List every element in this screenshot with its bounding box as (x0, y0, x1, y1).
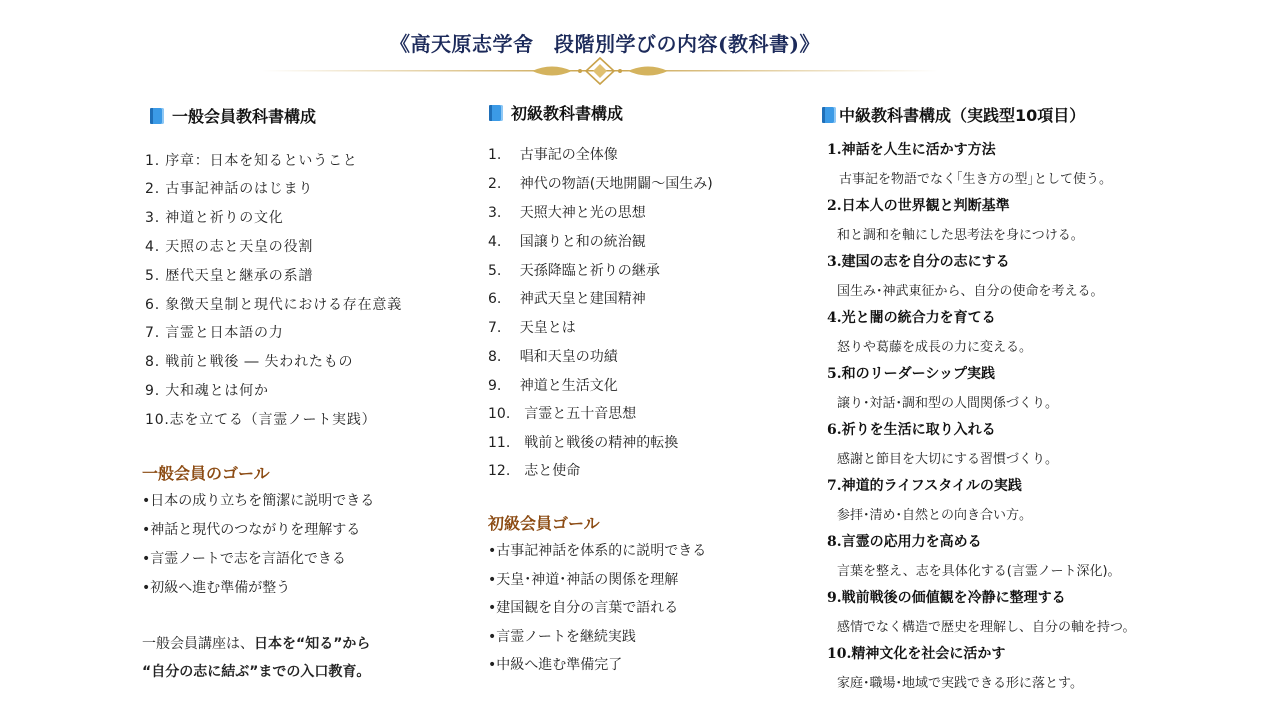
item-title: 7.神道的ライフスタイルの実践 (827, 478, 1022, 494)
goal-item: •日本の成り立ちを簡潔に説明できる (142, 493, 375, 509)
list-item: 9. 大和魂とは何か (145, 383, 269, 399)
gold-ornament-divider (262, 56, 938, 86)
goal-item: •初級へ進む準備が整う (142, 580, 291, 596)
item-description: 感謝と節目を大切にする習慣づくり。 (837, 452, 1059, 467)
goal-item: •建国観を自分の言葉で語れる (488, 600, 679, 616)
item-description: 家庭･職場･地域で実践できる形に落とす。 (837, 676, 1083, 691)
list-item: 11. 戦前と戦後の精神的転換 (488, 435, 679, 451)
list-item: 3. 天照大神と光の思想 (488, 205, 646, 221)
intermediate-heading: 中級教科書構成（実践型10項目） (822, 103, 1085, 126)
beginner-goal-heading: 初級会員ゴール (488, 514, 600, 533)
item-title: 5.和のリーダーシップ実践 (827, 366, 996, 382)
item-description: 和と調和を軸にした思考法を身につける。 (837, 228, 1084, 243)
list-item: 10.志を立てる（言霊ノート実践） (145, 412, 377, 428)
list-item: 1. 序章：日本を知るということ (145, 153, 358, 169)
page-title: 《高天原志学舍 段階別学びの内容(教科書)》 (390, 32, 820, 56)
item-description: 古事記を物語でなく｢生き方の型｣として使う。 (839, 172, 1113, 187)
item-title: 1.神話を人生に活かす方法 (827, 142, 996, 158)
list-item: 5. 天孫降臨と祈りの継承 (488, 263, 660, 279)
item-description: 国生み･神武東征から、自分の使命を考える。 (837, 284, 1104, 299)
goal-item: •中級へ進む準備完了 (488, 657, 623, 673)
item-title: 2.日本人の世界観と判断基準 (827, 198, 1010, 214)
general-heading: 一般会員教科書構成 (150, 104, 316, 127)
list-item: 12. 志と使命 (488, 463, 581, 479)
goal-item: •神話と現代のつながりを理解する (142, 522, 361, 538)
list-item: 3. 神道と祈りの文化 (145, 210, 284, 226)
goal-item: •古事記神話を体系的に説明できる (488, 543, 707, 559)
item-title: 6.祈りを生活に取り入れる (827, 422, 996, 438)
list-item: 4. 天照の志と天皇の役割 (145, 239, 314, 255)
item-description: 参拝･清め･自然との向き合い方。 (837, 508, 1033, 523)
list-item: 6. 象徴天皇制と現代における存在意義 (145, 297, 403, 313)
summary-line-1: 一般会員講座は、日本を“知る”から (142, 636, 371, 652)
beginner-heading: 初級教科書構成 (489, 101, 623, 124)
list-item: 9. 神道と生活文化 (488, 378, 618, 394)
book-icon (822, 107, 836, 123)
item-title: 8.言霊の応用力を高める (827, 534, 982, 550)
goal-item: •天皇･神道･神話の関係を理解 (488, 572, 679, 588)
book-icon (150, 108, 164, 124)
list-item: 8. 戦前と戦後 ― 失われたもの (145, 354, 354, 370)
general-goal-heading: 一般会員のゴール (142, 464, 270, 483)
list-item: 5. 歴代天皇と継承の系譜 (145, 268, 314, 284)
summary-line-2: “自分の志に結ぶ”までの入口教育。 (142, 664, 371, 680)
list-item: 7. 天皇とは (488, 320, 576, 336)
item-title: 3.建国の志を自分の志にする (827, 254, 1010, 270)
item-description: 怒りや葛藤を成長の力に変える。 (837, 340, 1033, 355)
list-item: 6. 神武天皇と建国精神 (488, 291, 646, 307)
list-item: 4. 国譲りと和の統治観 (488, 234, 646, 250)
book-icon (489, 105, 503, 121)
item-title: 10.精神文化を社会に活かす (827, 646, 1006, 662)
item-title: 9.戦前戦後の価値観を冷静に整理する (827, 590, 1066, 606)
item-description: 言葉を整え、志を具体化する(言霊ノート深化)。 (837, 564, 1121, 579)
item-title: 4.光と闇の統合力を育てる (827, 310, 996, 326)
goal-item: •言霊ノートで志を言語化できる (142, 551, 346, 567)
list-item: 10. 言霊と五十音思想 (488, 406, 637, 422)
list-item: 2. 古事記神話のはじまり (145, 181, 314, 197)
list-item: 7. 言霊と日本語の力 (145, 325, 284, 341)
list-item: 8. 唱和天皇の功績 (488, 349, 618, 365)
item-description: 感情でなく構造で歴史を理解し、自分の軸を持つ。 (837, 620, 1136, 635)
list-item: 1. 古事記の全体像 (488, 147, 618, 163)
item-description: 譲り･対話･調和型の人間関係づくり。 (837, 396, 1059, 411)
list-item: 2. 神代の物語(天地開闢～国生み) (488, 176, 713, 192)
goal-item: •言霊ノートを継続実践 (488, 629, 636, 645)
